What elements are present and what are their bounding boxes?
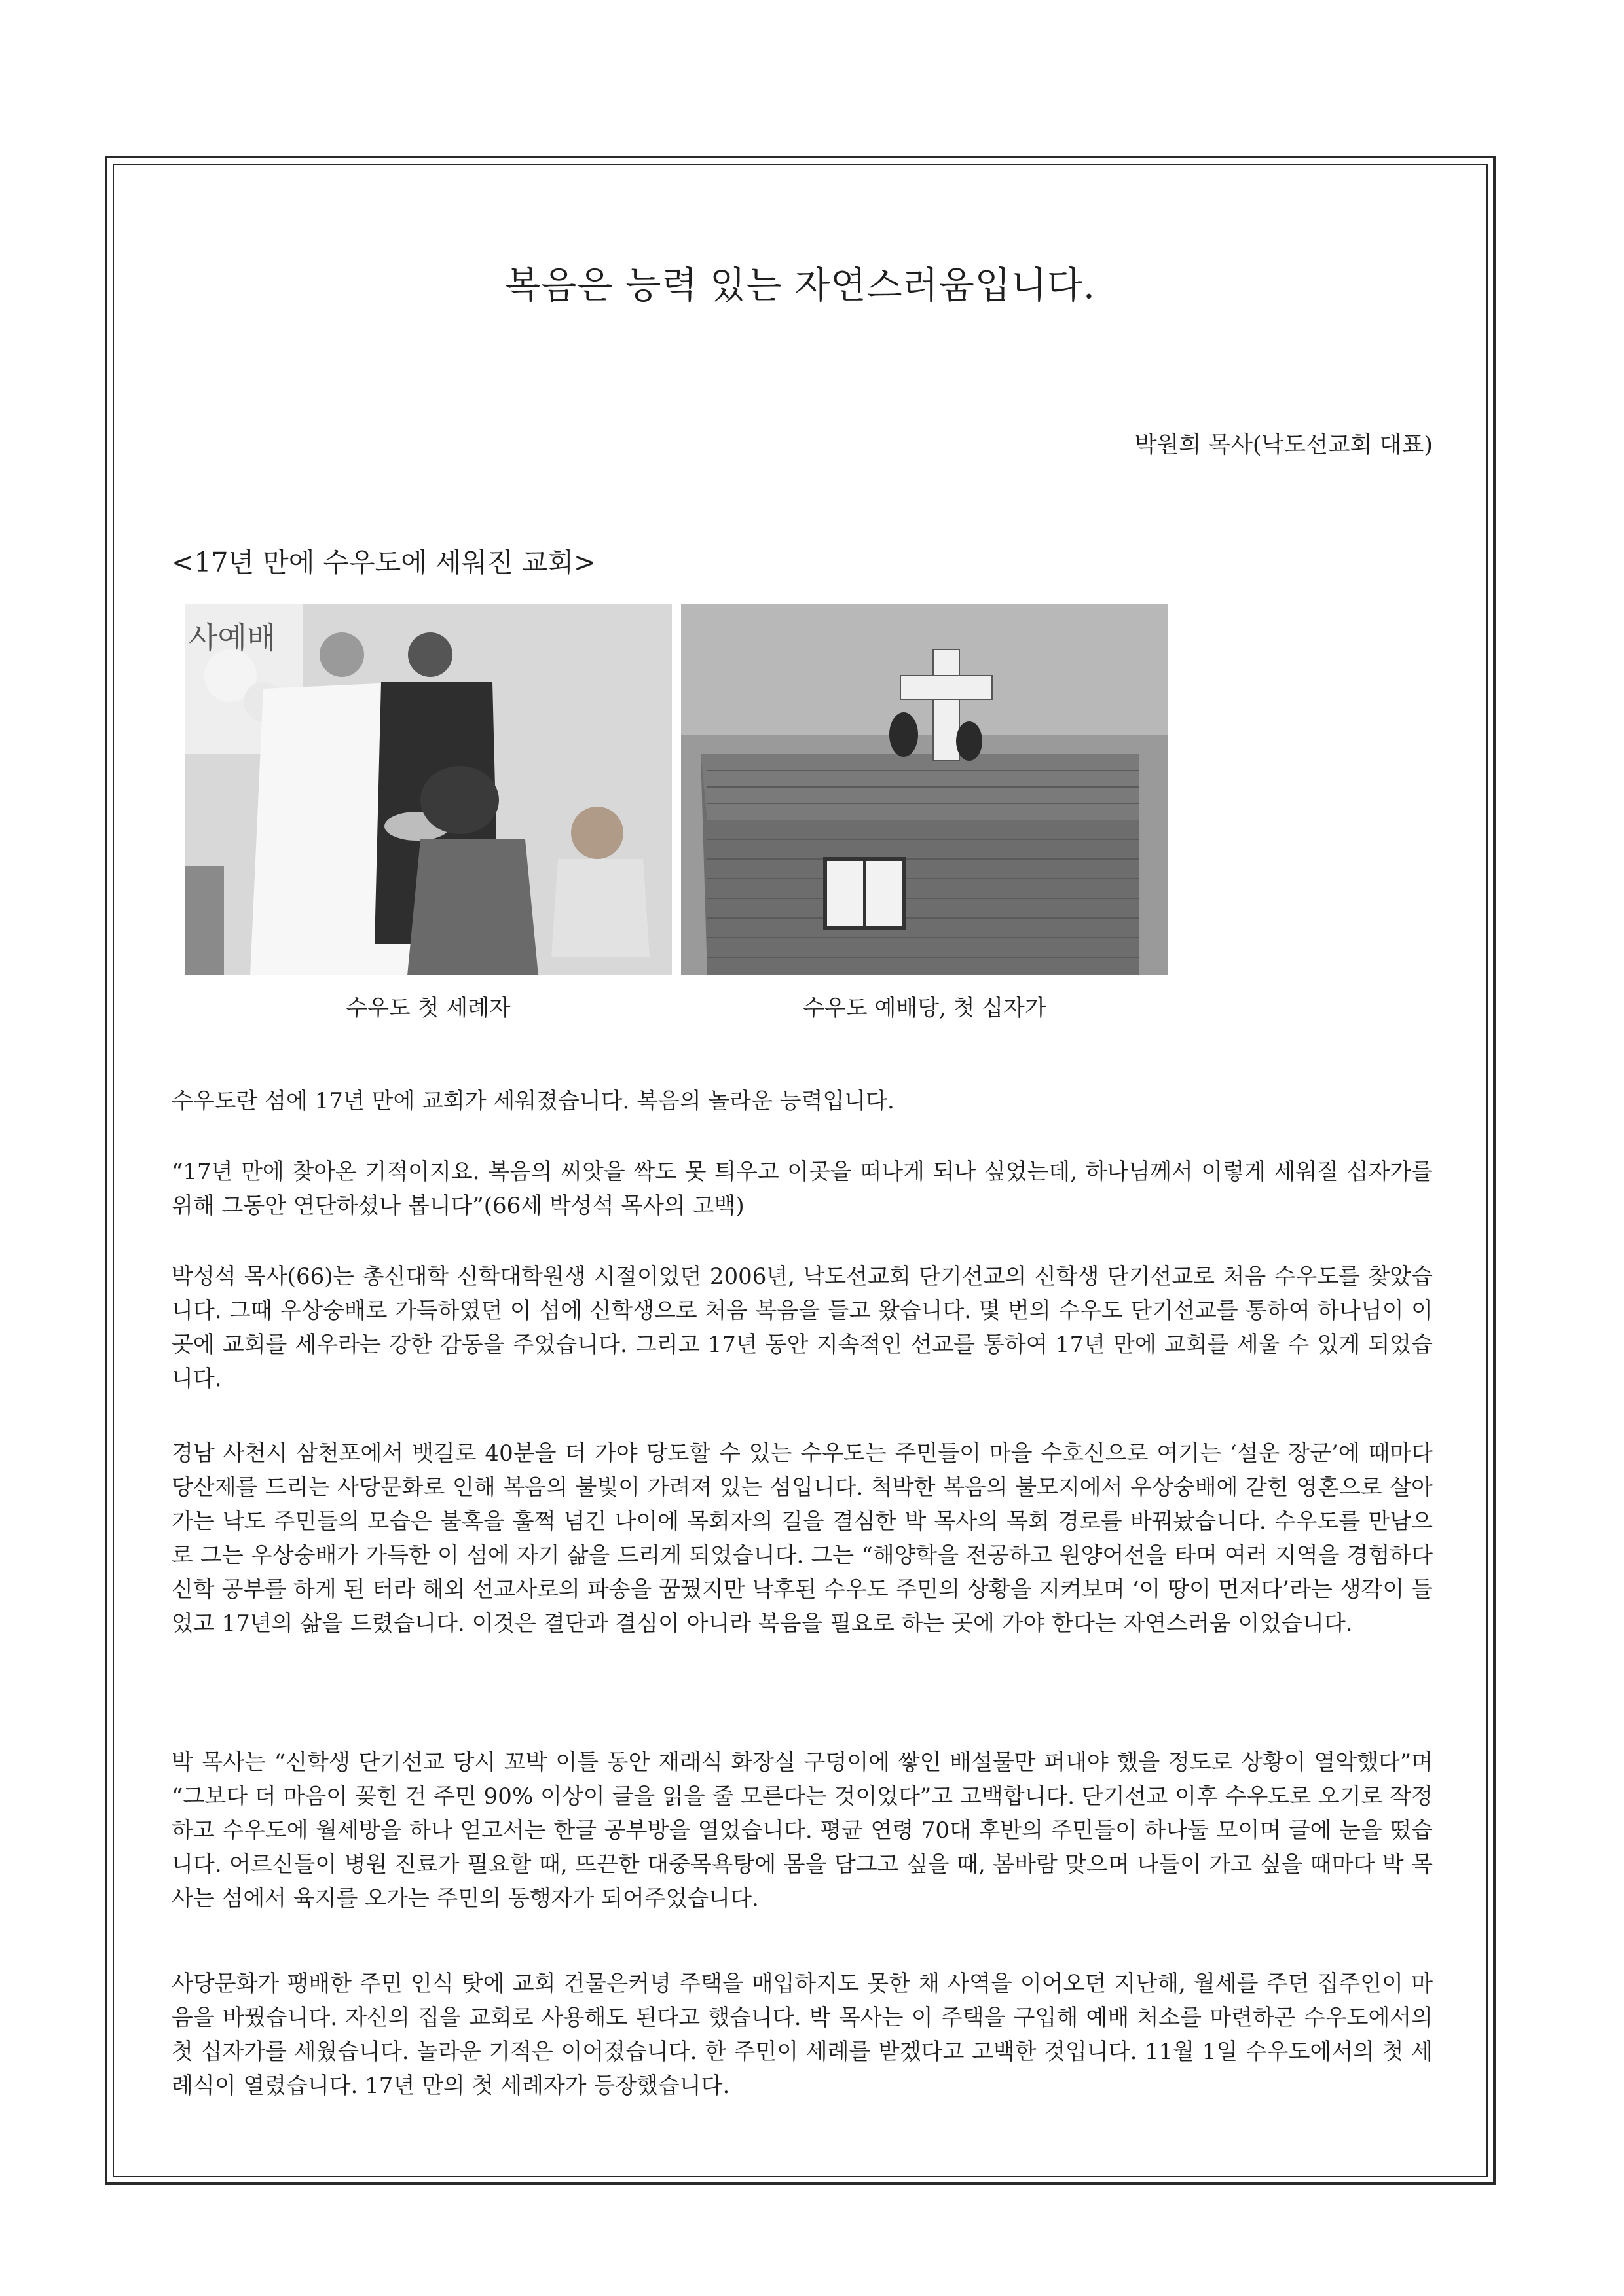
baptism-photo-illustration	[185, 604, 672, 975]
church-cross-photo-illustration	[681, 604, 1168, 975]
caption-church-cross: 수우도 예배당, 첫 십자가	[803, 995, 1046, 1021]
baptism-photo	[185, 604, 672, 975]
paragraph-intro: 수우도란 섬에 17년 만에 교회가 세워졌습니다. 복음의 놀라운 능력입니다.	[172, 1088, 895, 1114]
church-sign-text: 사예배	[189, 620, 276, 655]
paragraph-island: 경남 사천시 삼천포에서 뱃길로 40분을 더 가야 당도할 수 있는 수우도는 주민들이 마을 수호신으로 여기는 ‘설운 장군’에 때마다 당산제를 드리는 사당문화로 인해 복음의 불빛이 가려져 있는 섬입니다. 척박한 복음의 불모지에서 우상숭배에 갇힌 영혼으로 살아가는 낙도 주민들의 모습은 불혹을 훌쩍 넘긴 나이에 목회자의 길을 결심한 박 목사의 목회 경로를 바꿔놨습니다. 수우도를 만남으로 그는 우상숭배가 가득한 이 섬에 자기 삶을 드리게 되었습니다. 그는 “해양학을 전공하고 원양어선을 타며 여러 지역을 경험하다 신학 공부를 하게 된 터라 해외 선교사로의 파송을 꿈꿨지만 낙후된 수우도 주민의 상황을 지켜보며 ‘이 땅이 먼저다’라는 생각이 들었고 17년의 삶을 드렸습니다. 이것은 결단과 결심이 아니라 복음을 필요로 하는 곳에 가야 한다는 자연스러움 이었습니다.	[172, 1440, 1433, 1637]
paragraph-ministry: 박 목사는 “신학생 단기선교 당시 꼬박 이틀 동안 재래식 화장실 구덩이에 쌓인 배설물만 퍼내야 했을 정도로 상황이 열악했다”며 “그보다 더 마음이 꽂힌 건 주민 90% 이상이 글을 읽을 줄 모른다는 것이었다”고 고백합니다. 단기선교 이후 수우도로 오기로 작정하고 수우도에 월세방을 하나 얻고서는 한글 공부방을 열었습니다. 평균 연령 70대 후반의 주민들이 하나둘 모이며 글에 눈을 떴습니다. 어르신들이 병원 진료가 필요할 때, 뜨끈한 대중목욕탕에 몸을 담그고 싶을 때, 봄바람 맞으며 나들이 가고 싶을 때마다 박 목사는 섬에서 육지를 오가는 주민의 동행자가 되어주었습니다.	[172, 1749, 1433, 1912]
document-title: 복음은 능력 있는 자연스러움입니다.	[505, 264, 1096, 307]
church-cross-photo	[681, 604, 1168, 975]
paragraph-quote: “17년 만에 찾아온 기적이지요. 복음의 씨앗을 싹도 못 틔우고 이곳을 떠나게 되나 싶었는데, 하나님께서 이렇게 세워질 십자가를 위해 그동안 연단하셨나 봅니다”(66세 박성석 목사의 고백)	[172, 1159, 1433, 1219]
section-heading: <17년 만에 수우도에 세워진 교회>	[172, 547, 597, 578]
caption-baptism: 수우도 첫 세례자	[346, 995, 511, 1021]
paragraph-history: 박성석 목사(66)는 총신대학 신학대학원생 시절이었던 2006년, 낙도선교회 단기선교의 신학생 단기선교로 처음 수우도를 찾았습니다. 그때 우상숭배로 가득하였던 이 섬에 신학생으로 처음 복음을 들고 왔습니다. 몇 번의 수우도 단기선교를 통하여 하나님이 이곳에 교회를 세우라는 강한 감동을 주었습니다. 그리고 17년 동안 지속적인 선교를 통하여 17년 만에 교회를 세울 수 있게 되었습니다.	[172, 1264, 1433, 1392]
paragraph-baptism: 사당문화가 팽배한 주민 인식 탓에 교회 건물은커녕 주택을 매입하지도 못한 채 사역을 이어오던 지난해, 월세를 주던 집주인이 마음을 바꿨습니다. 자신의 집을 교회로 사용해도 된다고 했습니다. 박 목사는 이 주택을 구입해 예배 처소를 마련하곤 수우도에서의 첫 십자가를 세웠습니다. 놀라운 기적은 이어졌습니다. 한 주민이 세례를 받겠다고 고백한 것입니다. 11월 1일 수우도에서의 첫 세례식이 열렸습니다. 17년 만의 첫 세례자가 등장했습니다.	[172, 1971, 1433, 2099]
author-line: 박원희 목사(낙도선교회 대표)	[1134, 432, 1433, 458]
